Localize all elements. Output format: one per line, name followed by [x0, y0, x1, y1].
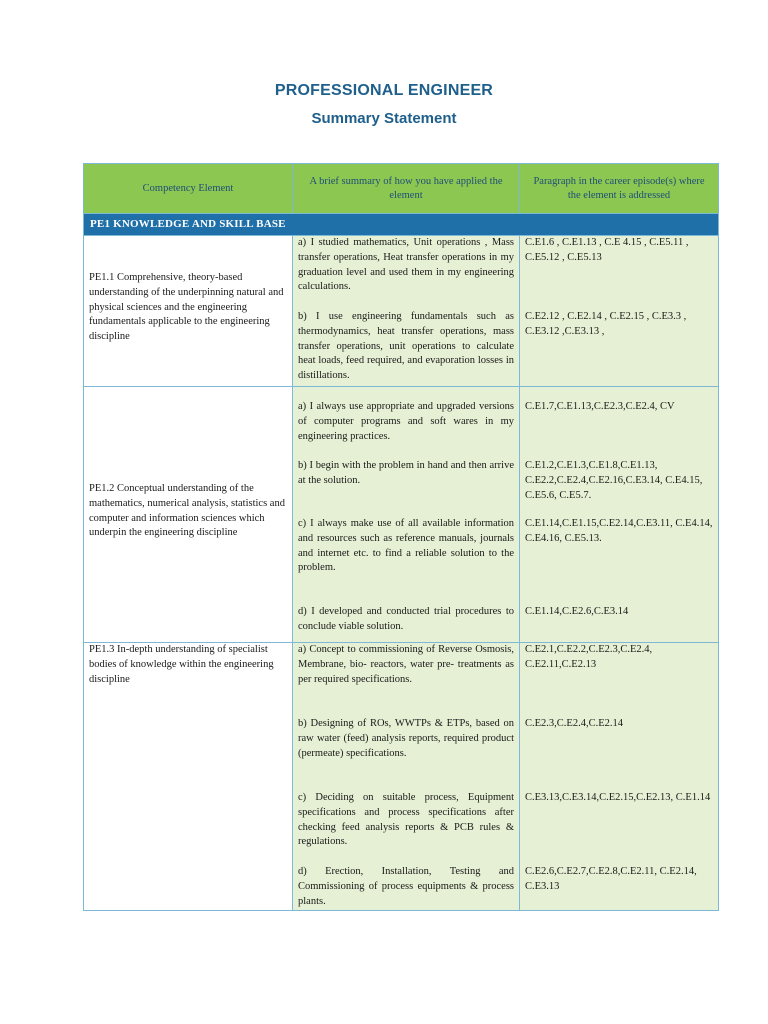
summary-paragraph: c) Deciding on suitable process, Equipment specifications and process specifications after checking feed analysis reports & PCB rules & regulations. — [298, 791, 514, 848]
summary-paragraph: b) I begin with the problem in hand and then arrive at the solution. — [298, 459, 514, 486]
paragraph-ref: C.E1.14,C.E1.15,C.E2.14,C.E3.11, C.E4.14, C.E4.16, C.E5.13. — [525, 517, 713, 544]
paragraph-ref: C.E1.7,C.E1.13,C.E2.3,C.E2.4, CV — [525, 400, 675, 412]
paragraph-ref: C.E2.1,C.E2.2,C.E2.3,C.E2.4, C.E2.11,C.E2.13 — [525, 643, 653, 670]
column-header-paragraph: Paragraph in the career episode(s) where the element is addressed — [520, 164, 719, 214]
summary-cell — [293, 642, 520, 910]
summary-paragraph: d) Erection, Installation, Testing and Commissioning of process equipments & process plants. — [298, 865, 514, 907]
summary-paragraph: c) I always make use of all available information and resources such as reference manuals, journals and internet etc. to find a reliable solution to the problem. — [298, 517, 514, 574]
table-row — [84, 386, 719, 642]
paragraph-ref: C.E3.13,C.E3.14,C.E2.15,C.E2.13, C.E1.14 — [525, 791, 711, 803]
summary-paragraph: b) Designing of ROs, WWTPs & ETPs, based on raw water (feed) analysis reports, required product (permeate) specifications. — [298, 717, 514, 759]
column-header-competency: Competency Element — [84, 164, 293, 214]
competency-element-cell — [84, 386, 293, 642]
table-header-row — [84, 164, 719, 214]
summary-paragraph: a) I always use appropriate and upgraded versions of computer programs and soft wares in my engineering practices. — [298, 400, 514, 442]
summary-paragraph: d) I developed and conducted trial procedures to conclude viable solution. — [298, 605, 514, 632]
summary-cell — [293, 386, 520, 642]
document-title: PROFESSIONAL ENGINEER — [274, 82, 494, 99]
section-title: PE1 KNOWLEDGE AND SKILL BASE — [84, 214, 719, 236]
summary-paragraph: a) Concept to commissioning of Reverse Osmosis, Membrane, bio- reactors, water pre- treatments as per required specifications. — [298, 643, 514, 685]
document-subtitle: Summary Statement — [311, 110, 457, 127]
summary-statement-table — [83, 163, 719, 911]
table-row — [84, 236, 719, 387]
summary-cell — [293, 236, 520, 387]
paragraph-ref: C.E1.14,C.E2.6,C.E3.14 — [525, 605, 629, 617]
column-header-summary: A brief summary of how you have applied the element — [293, 164, 520, 214]
summary-paragraph: a) I studied mathematics, Unit operations , Mass transfer operations, Heat transfer operations in my graduation level and used them in my engineering calculations. — [298, 237, 514, 293]
summary-paragraph: b) I use engineering fundamentals such as thermodynamics, heat transfer operations, mass transfer operations, unit operations to calculate heat loads, feed required, and evaporation losses in distillations. — [298, 311, 514, 382]
competency-element-text: PE1.3 In-depth understanding of specialist bodies of knowledge within the engineering discipline — [89, 643, 274, 685]
table-row — [84, 642, 719, 910]
competency-element-text: PE1.1 Comprehensive, theory-based understanding of the underpinning natural and physical sciences and the engineering fundamentals applicable to the engineering discipline — [89, 272, 284, 343]
competency-element-cell — [84, 236, 293, 387]
paragraph-ref: C.E2.6,C.E2.7,C.E2.8,C.E2.11, C.E2.14, C.E3.13 — [525, 865, 697, 892]
paragraph-ref: C.E1.2,C.E1.3,C.E1.8,C.E1.13, C.E2.2,C.E2.4,C.E2.16,C.E3.14, C.E4.15, C.E5.6, C.E5.7. — [525, 459, 703, 501]
competency-element-text: PE1.2 Conceptual understanding of the mathematics, numerical analysis, statistics and computer and information sciences which underpin the engineering discipline — [89, 482, 285, 539]
paragraph-ref: C.E1.6 , C.E1.13 , C.E 4.15 , C.E5.11 , C.E5.12 , C.E5.13 — [525, 237, 689, 263]
competency-element-cell — [84, 642, 293, 910]
paragraph-ref-cell — [520, 236, 719, 387]
paragraph-ref: C.E2.12 , C.E2.14 , C.E2.15 , C.E3.3 , C.E3.12 ,C.E3.13 , — [525, 311, 687, 337]
paragraph-ref-cell — [520, 386, 719, 642]
paragraph-ref-cell — [520, 642, 719, 910]
paragraph-ref: C.E2.3,C.E2.4,C.E2.14 — [525, 717, 624, 729]
section-row — [84, 214, 719, 236]
